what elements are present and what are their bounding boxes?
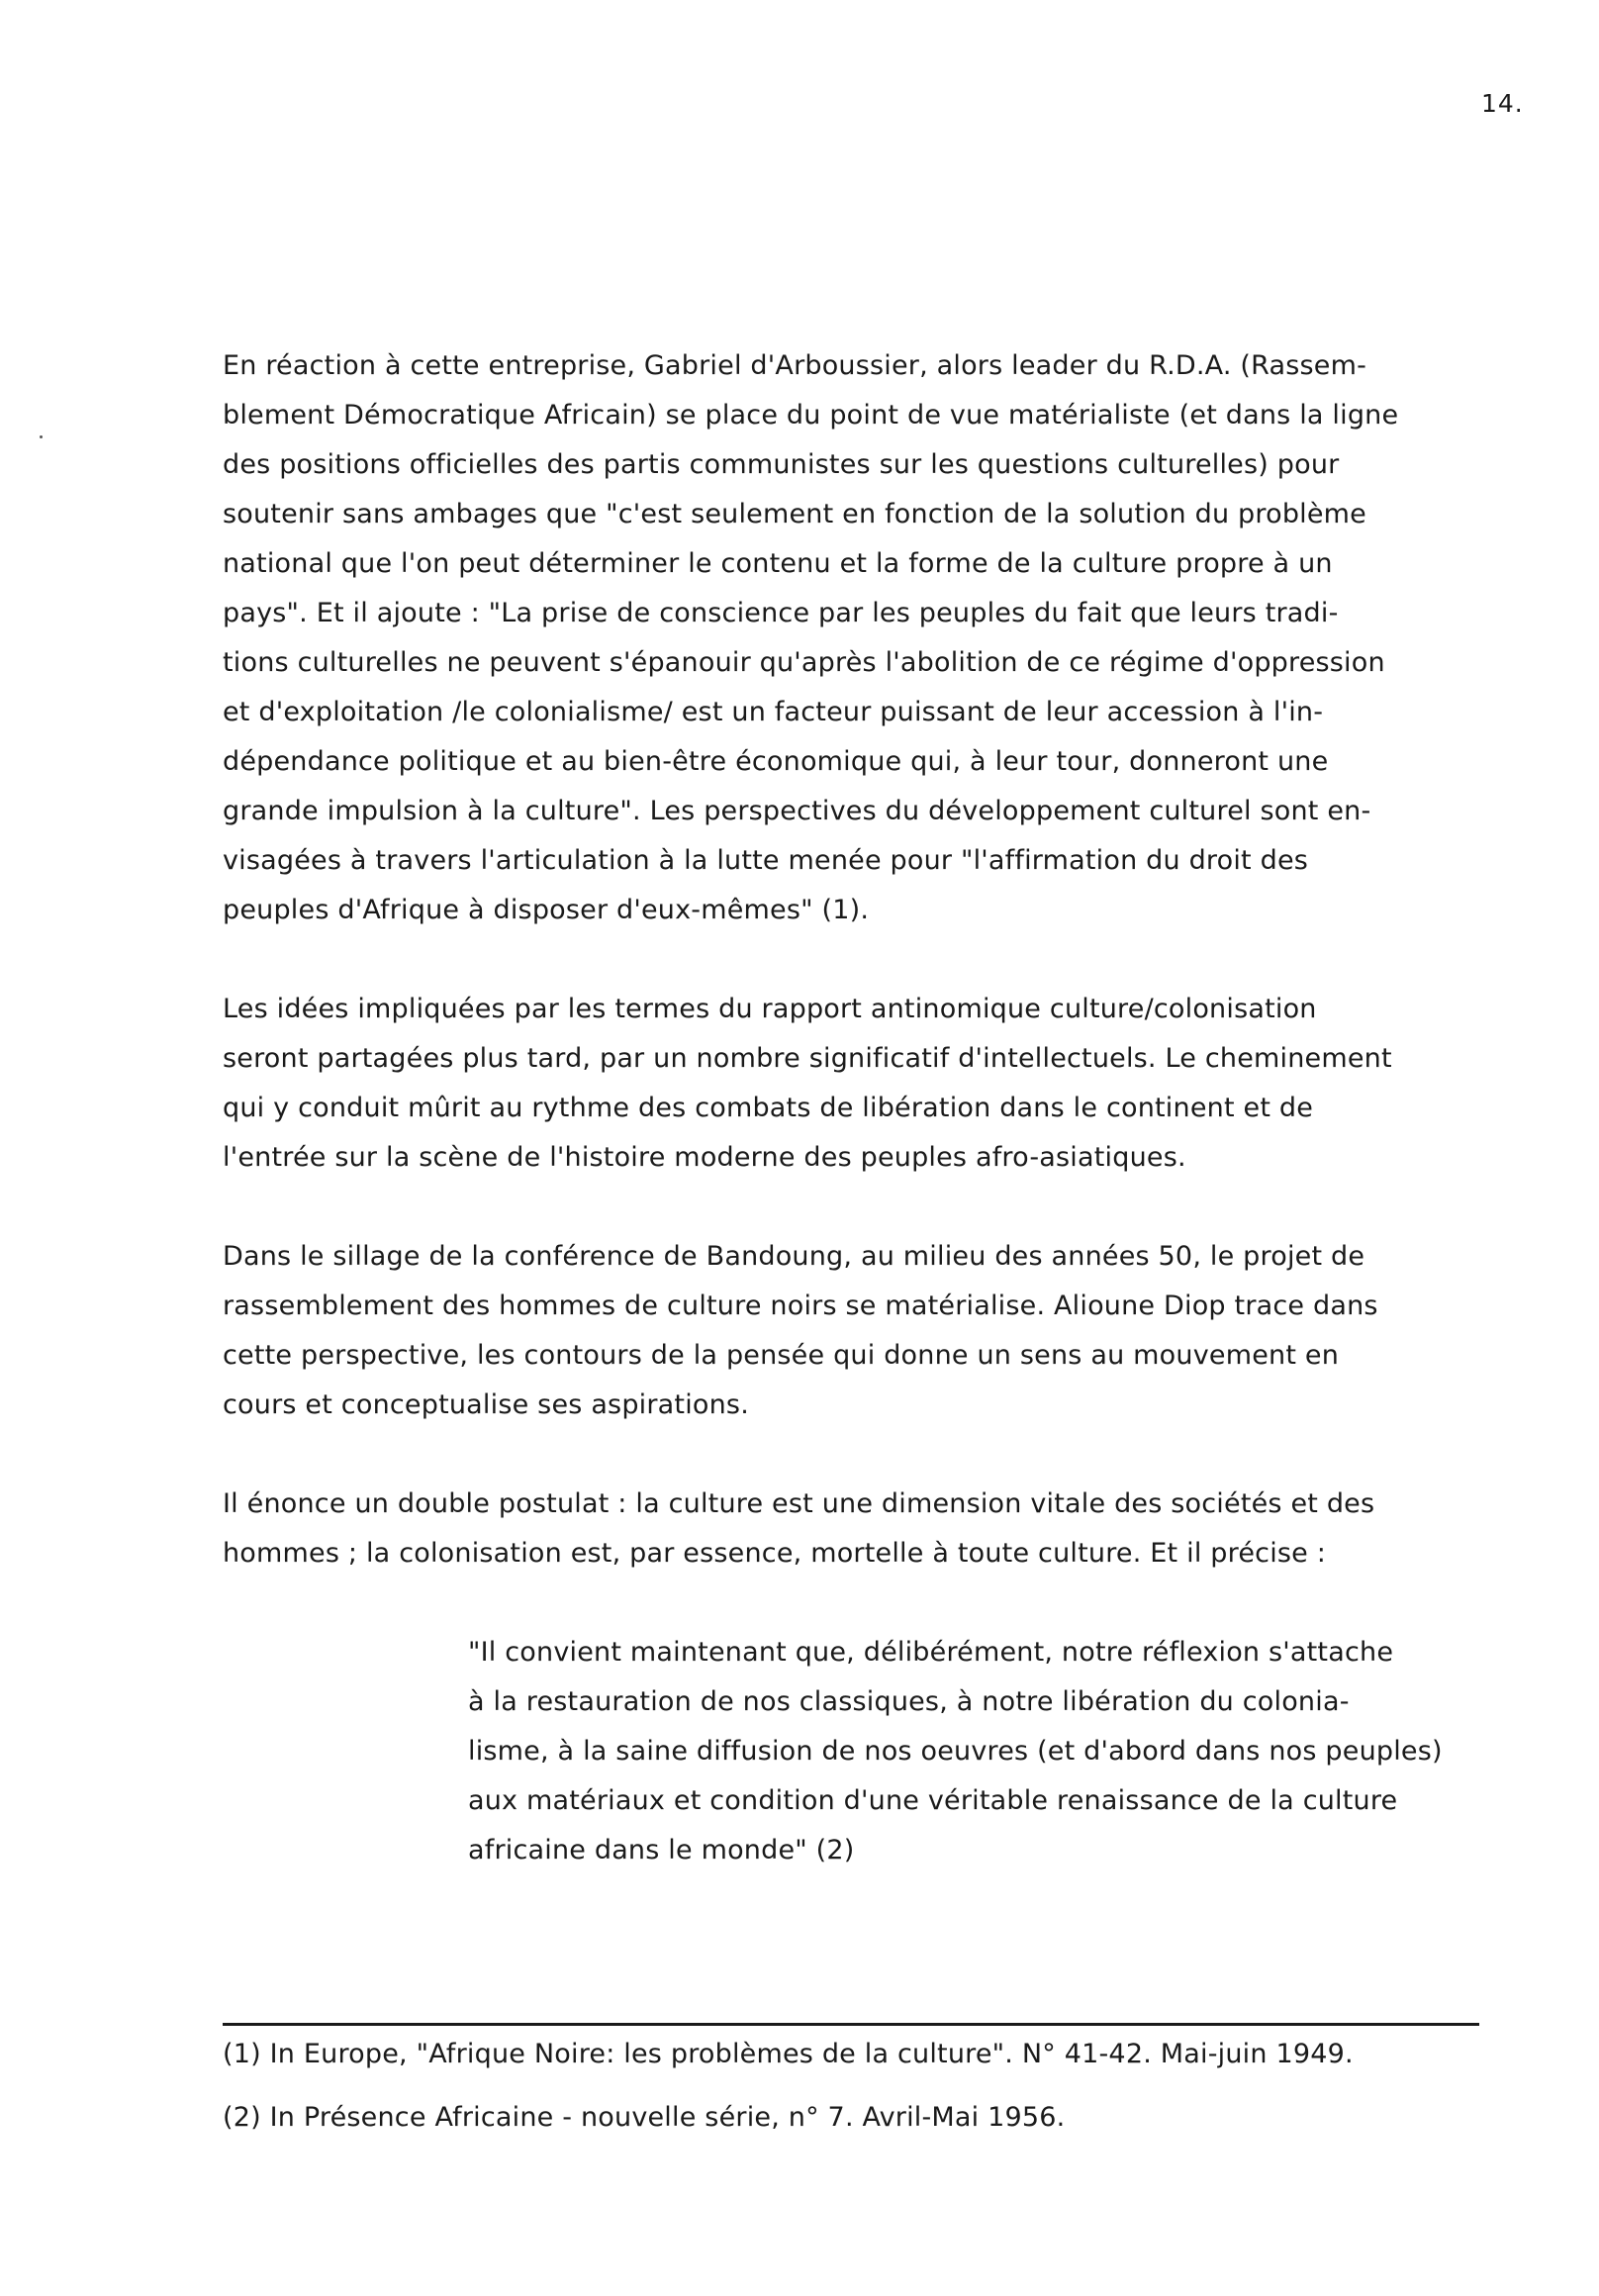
body-line: Dans le sillage de la conférence de Bandoung, au milieu des années 50, le projet de: [223, 1241, 1365, 1272]
body-line: et d'exploitation /le colonialisme/ est un facteur puissant de leur accession à l'in-: [223, 697, 1324, 727]
body-line: Il énonce un double postulat : la culture est une dimension vitale des sociétés et des: [223, 1488, 1375, 1519]
body-line: seront partagées plus tard, par un nombre significatif d'intellectuels. Le cheminement: [223, 1043, 1392, 1074]
body-line: cette perspective, les contours de la pensée qui donne un sens au mouvement en: [223, 1340, 1340, 1371]
body-line: En réaction à cette entreprise, Gabriel d'Arboussier, alors leader du R.D.A. (Rassem-: [223, 350, 1367, 381]
body-line: grande impulsion à la culture". Les perspectives du développement culturel sont en-: [223, 796, 1371, 826]
quote-line: aux matériaux et condition d'une véritable renaissance de la culture: [468, 1785, 1398, 1816]
body-line: qui y conduit mûrit au rythme des combats de libération dans le continent et de: [223, 1093, 1314, 1123]
body-line: visagées à travers l'articulation à la lutte menée pour "l'affirmation du droit des: [223, 845, 1309, 876]
quote-line: à la restauration de nos classiques, à notre libération du colonia-: [468, 1686, 1350, 1717]
scan-speck: [40, 435, 43, 438]
body-line: hommes ; la colonisation est, par essence, mortelle à toute culture. Et il précise :: [223, 1538, 1327, 1569]
body-line: national que l'on peut déterminer le contenu et la forme de la culture propre à un: [223, 548, 1333, 579]
body-line: blement Démocratique Africain) se place du point de vue matérialiste (et dans la ligne: [223, 400, 1399, 430]
body-line: des positions officielles des partis communistes sur les questions culturelles) pour: [223, 449, 1340, 480]
body-line: pays". Et il ajoute : "La prise de conscience par les peuples du fait que leurs tradi-: [223, 598, 1339, 628]
quote-line: africaine dans le monde" (2): [468, 1835, 855, 1866]
body-line: dépendance politique et au bien-être économique qui, à leur tour, donneront une: [223, 746, 1329, 777]
quote-line: lisme, à la saine diffusion de nos oeuvres (et d'abord dans nos peuples): [468, 1736, 1443, 1767]
body-line: soutenir sans ambages que "c'est seulement en fonction de la solution du problème: [223, 499, 1366, 529]
quote-line: "Il convient maintenant que, délibérément, notre réflexion s'attache: [468, 1637, 1394, 1668]
body-line: peuples d'Afrique à disposer d'eux-mêmes" (1).: [223, 895, 870, 925]
body-line: l'entrée sur la scène de l'histoire moderne des peuples afro-asiatiques.: [223, 1142, 1186, 1173]
body-line: cours et conceptualise ses aspirations.: [223, 1389, 749, 1420]
page-number: 14.: [1481, 89, 1524, 118]
footnote-separator: [223, 2023, 1479, 2026]
body-line: rassemblement des hommes de culture noirs se matérialise. Alioune Diop trace dans: [223, 1291, 1378, 1321]
body-line: Les idées impliquées par les termes du rapport antinomique culture/colonisation: [223, 994, 1317, 1024]
body-line: tions culturelles ne peuvent s'épanouir qu'après l'abolition de ce régime d'oppression: [223, 647, 1385, 678]
footnote: (1) In Europe, "Afrique Noire: les problèmes de la culture". N° 41-42. Mai-juin 1949.: [223, 2039, 1354, 2069]
footnote: (2) In Présence Africaine - nouvelle série, n° 7. Avril-Mai 1956.: [223, 2102, 1066, 2133]
